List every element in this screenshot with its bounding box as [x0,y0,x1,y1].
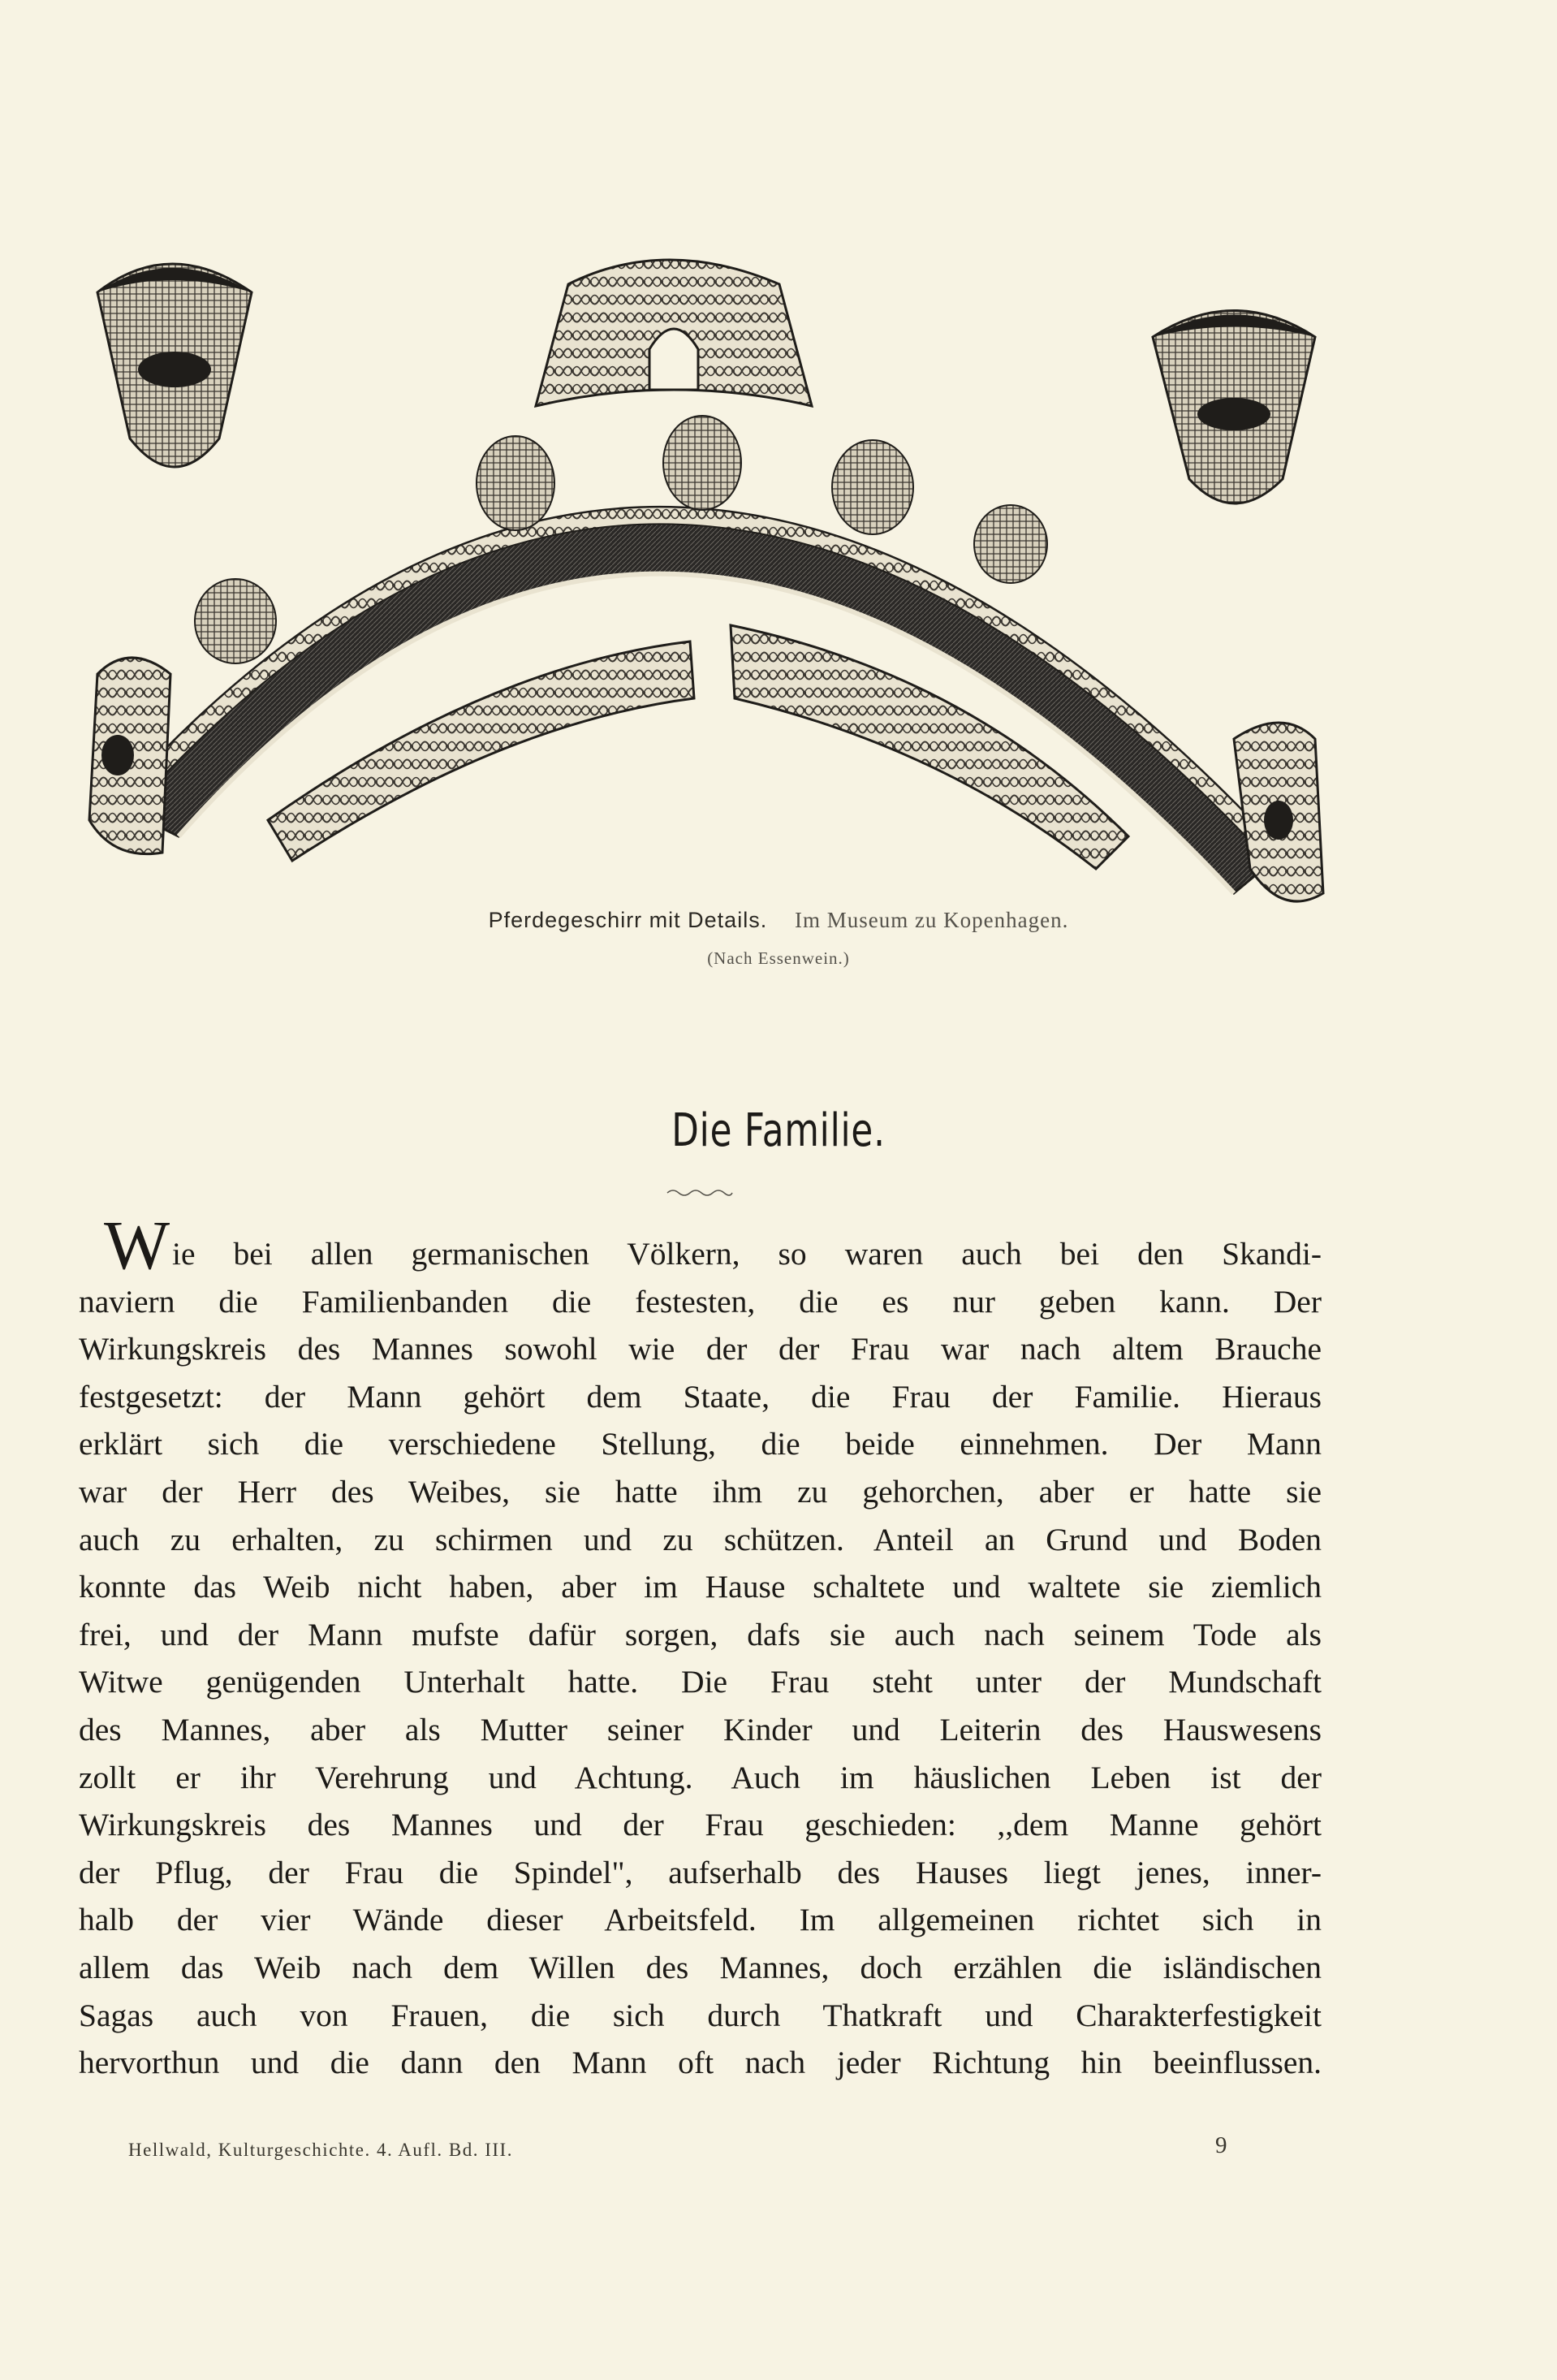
figure-caption-location: Im Museum zu Kopenhagen. [794,908,1069,932]
body-paragraph [79,1230,1322,2087]
side-mask-right [1153,311,1315,504]
body-line: Wirkungskreis des Mannes sowohl wie der der Frau war nach altem Brauche [79,1331,1322,1367]
body-line: auch zu erhalten, zu schirmen und zu schützen. Anteil an Grund und Boden [79,1521,1322,1557]
harness-illustration [81,219,1331,909]
body-line: ie bei allen germanischen Völkern, so waren auch bei den Skandi- [172,1236,1322,1272]
body-line: des Mannes, aber als Mutter seiner Kinder und Leiterin des Hauswesens [79,1711,1322,1747]
harness-crest [536,260,812,406]
body-line: konnte das Weib nicht haben, aber im Hause schaltete und waltete sie ziemlich [79,1569,1322,1605]
body-line: erklärt sich die verschiedene Stellung, die beide einnehmen. Der Mann [79,1426,1322,1462]
body-line: war der Herr des Weibes, sie hatte ihm zu gehorchen, aber er hatte sie [79,1473,1322,1510]
figure-caption [0,908,1557,933]
body-line: halb der vier Wände dieser Arbeitsfeld. Im allgemeinen richtet sich in [79,1902,1322,1938]
body-line: naviern die Familienbanden die festesten, die es nur geben kann. Der [79,1283,1322,1320]
body-line: hervorthun und die dann den Mann oft nach jeder Richtung hin beeinflussen. [79,2045,1322,2081]
body-line: Witwe genügenden Unterhalt hatte. Die Frau steht unter der Mundschaft [79,1664,1322,1700]
section-title: Die Familie. [671,1104,886,1157]
side-mask-left [97,264,252,467]
body-line: allem das Weib nach dem Willen des Mannes, doch erzählen die isländischen [79,1949,1322,1985]
drop-cap: W [104,1206,170,1284]
body-line: frei, und der Mann mufste dafür sorgen, dafs sie auch nach seinem Tode als [79,1616,1322,1652]
figure-source: (Nach Essenwein.) [707,948,850,968]
footer-signature: Hellwald, Kulturgeschichte. 4. Aufl. Bd. III. [128,2140,513,2160]
figure-caption-title: Pferdegeschirr mit Details. [488,908,768,932]
body-line: Wirkungskreis des Mannes und der Frau geschieden: ,,dem Manne gehört [79,1807,1322,1843]
page-number: 9 [1215,2132,1227,2158]
body-line: der Pflug, der Frau die Spindel", aufserhalb des Hauses liegt jenes, inner- [79,1854,1322,1890]
heading-ornament [666,1187,734,1199]
body-line: Sagas auch von Frauen, die sich durch Thatkraft und Charakterfestigkeit [79,1997,1322,2033]
body-line: zollt er ihr Verehrung und Achtung. Auch im häuslichen Leben ist der [79,1759,1322,1795]
body-line: festgesetzt: der Mann gehört dem Staate, die Frau der Familie. Hieraus [79,1378,1322,1415]
